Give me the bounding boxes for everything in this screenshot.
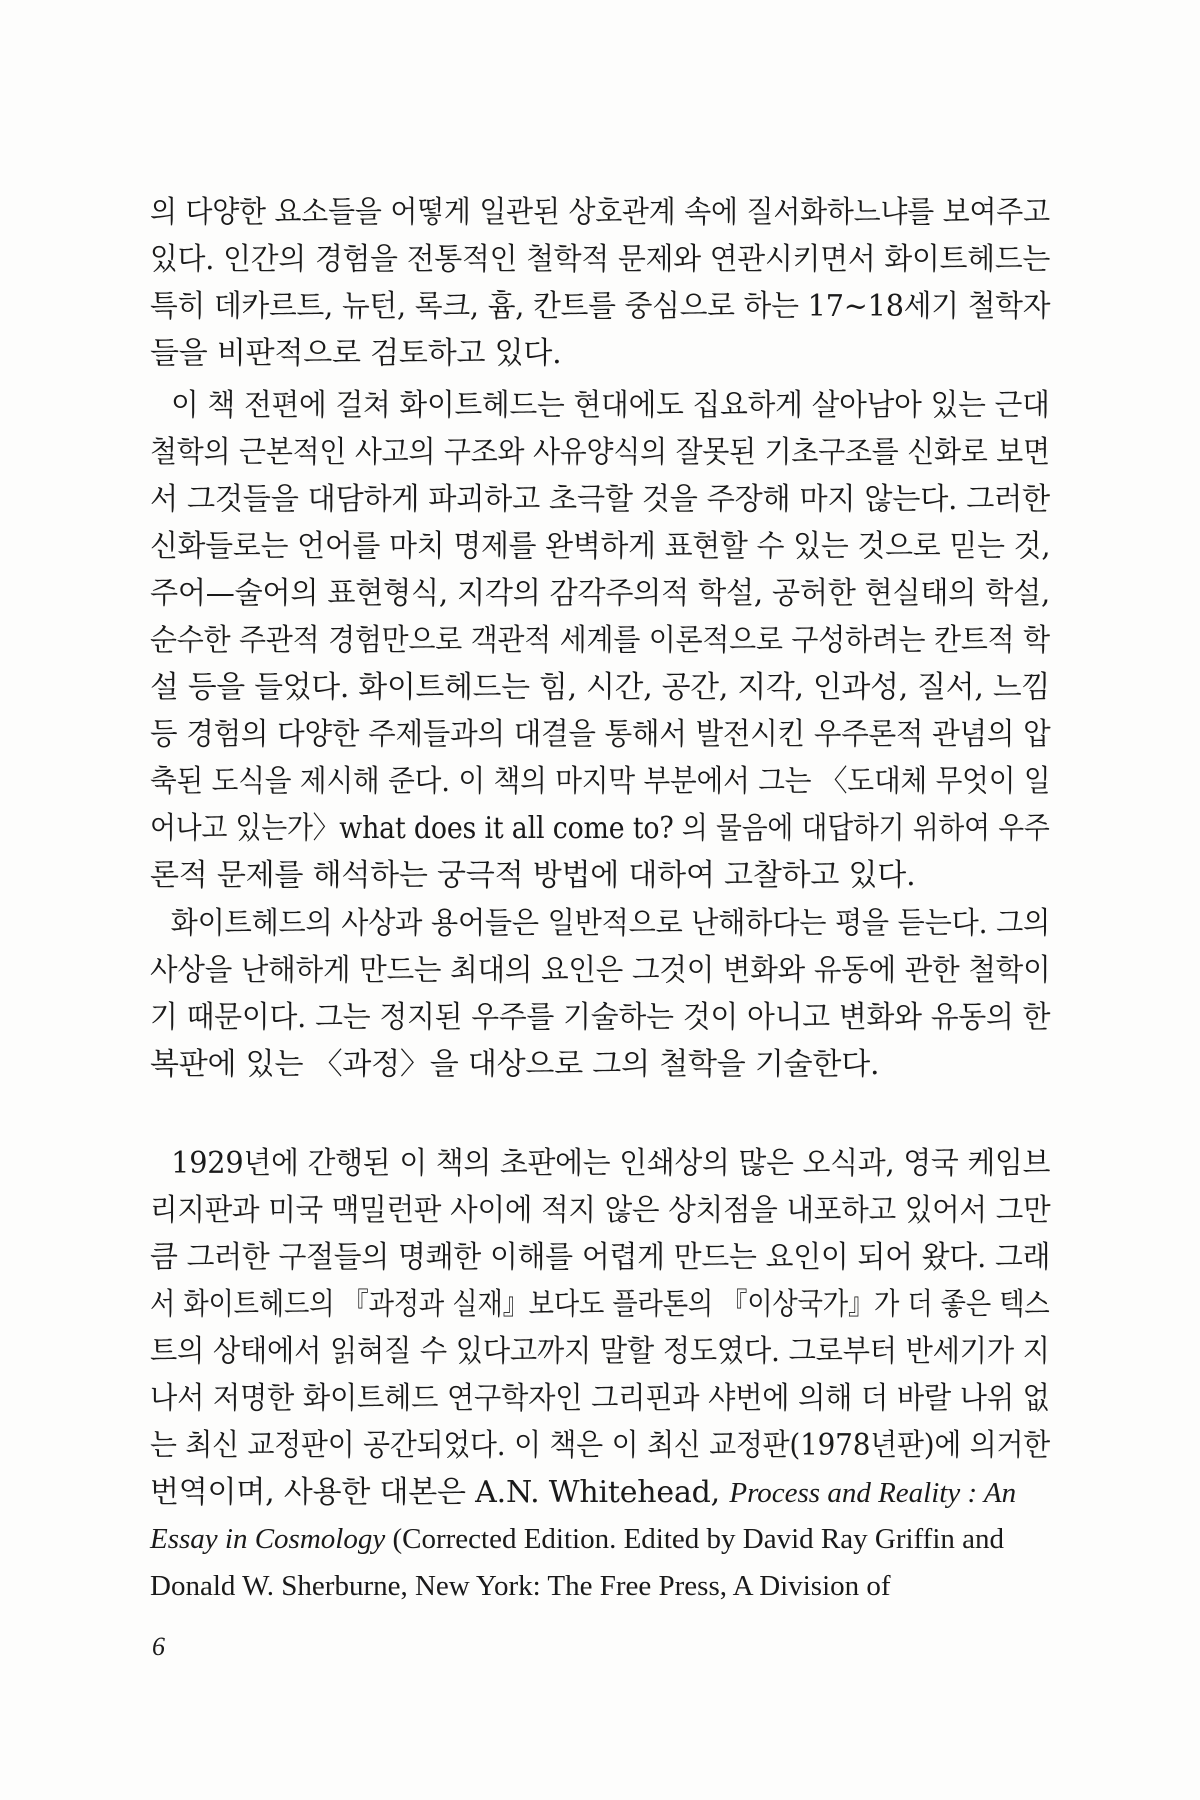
text-line: 철학의 근본적인 사고의 구조와 사유양식의 잘못된 기초구조를 신화로 보면 bbox=[150, 435, 1050, 470]
text-line: 기 때문이다. 그는 정지된 우주를 기술하는 것이 아니고 변화와 유동의 한 bbox=[150, 1000, 1051, 1035]
text-line: 신화들로는 언어를 마치 명제를 완벽하게 표현할 수 있는 것으로 믿는 것, bbox=[150, 529, 1051, 564]
text-segment: 번역이며, 사용한 대본은 A.N. Whitehead, bbox=[150, 1475, 730, 1510]
text-line: 트의 상태에서 읽혀질 수 있다고까지 말할 정도였다. 그로부터 반세기가 지 bbox=[150, 1334, 1050, 1369]
text-line-mixed bbox=[150, 1516, 1050, 1563]
text-line: Donald W. Sherburne, New York: The Free Press, A Division of bbox=[150, 1570, 891, 1602]
text-line: 축된 도식을 제시해 준다. 이 책의 마지막 부분에서 그는 〈도대체 무엇이 일 bbox=[150, 764, 1051, 799]
book-title-segment: Essay in Cosmology bbox=[150, 1523, 386, 1555]
text-line: 사상을 난해하게 만드는 최대의 요인은 그것이 변화와 유동에 관한 철학이 bbox=[150, 953, 1051, 988]
text-line: 복판에 있는 〈과정〉을 대상으로 그의 철학을 기술한다. bbox=[150, 1047, 880, 1082]
book-title-segment: Process and Reality : An bbox=[729, 1477, 1017, 1509]
text-line: 주어—술어의 표현형식, 지각의 감각주의적 학설, 공허한 현실태의 학설, bbox=[150, 576, 1051, 611]
text-line: 특히 데카르트, 뉴턴, 록크, 흄, 칸트를 중심으로 하는 17~18세기 철학자 bbox=[150, 289, 1051, 324]
text-line: 론적 문제를 해석하는 궁극적 방법에 대하여 고찰하고 있다. bbox=[150, 858, 916, 893]
text-line: 들을 비판적으로 검토하고 있다. bbox=[150, 336, 562, 371]
text-line: 순수한 주관적 경험만으로 객관적 세계를 이론적으로 구성하려는 칸트적 학 bbox=[150, 623, 1050, 658]
text-line: 는 최신 교정판이 공간되었다. 이 책은 이 최신 교정판(1978년판)에 의거한 bbox=[150, 1428, 1050, 1463]
text-line: 있다. 인간의 경험을 전통적인 철학적 문제와 연관시키면서 화이트헤드는 bbox=[150, 242, 1051, 277]
text-line: 설 등을 들었다. 화이트헤드는 힘, 시간, 공간, 지각, 인과성, 질서, 느낌 bbox=[150, 670, 1051, 705]
text-line: 이 책 전편에 걸쳐 화이트헤드는 현대에도 집요하게 살아남아 있는 근대 bbox=[171, 388, 1050, 423]
paragraph-2 bbox=[150, 382, 1050, 899]
text-line: 화이트헤드의 사상과 용어들은 일반적으로 난해하다는 평을 듣는다. 그의 bbox=[170, 906, 1051, 941]
text-line: 서 화이트헤드의 『과정과 실재』보다도 플라톤의 『이상국가』가 더 좋은 텍스 bbox=[150, 1287, 1050, 1322]
text-line-mixed bbox=[150, 1469, 1050, 1516]
page-number: 6 bbox=[152, 1632, 165, 1661]
text-line: 큼 그러한 구절들의 명쾌한 이해를 어렵게 만드는 요인이 되어 왔다. 그래 bbox=[150, 1240, 1051, 1275]
text-line: 의 다양한 요소들을 어떻게 일관된 상호관계 속에 질서화하느냐를 보여주고 bbox=[150, 195, 1050, 230]
text-line: 서 그것들을 대담하게 파괴하고 초극할 것을 주장해 마지 않는다. 그러한 bbox=[150, 482, 1050, 517]
paragraph-1 bbox=[150, 189, 1050, 377]
text-line: 리지판과 미국 맥밀런판 사이에 적지 않은 상치점을 내포하고 있어서 그만 bbox=[150, 1193, 1051, 1228]
text-segment: (Corrected Edition. Edited by David Ray Griffin and bbox=[385, 1523, 1005, 1555]
paragraph-3 bbox=[150, 900, 1050, 1088]
text-line: 어나고 있는가〉what does it all come to? 의 물음에 대답하기 위하여 우주 bbox=[150, 811, 1050, 846]
paragraph-4 bbox=[150, 1140, 1050, 1610]
text-line: 등 경험의 다양한 주제들과의 대결을 통해서 발전시킨 우주론적 관념의 압 bbox=[150, 717, 1051, 752]
text-line: 나서 저명한 화이트헤드 연구학자인 그리핀과 샤번에 의해 더 바랄 나위 없 bbox=[150, 1381, 1050, 1416]
text-line: 1929년에 간행된 이 책의 초판에는 인쇄상의 많은 오식과, 영국 케임브 bbox=[171, 1146, 1051, 1181]
